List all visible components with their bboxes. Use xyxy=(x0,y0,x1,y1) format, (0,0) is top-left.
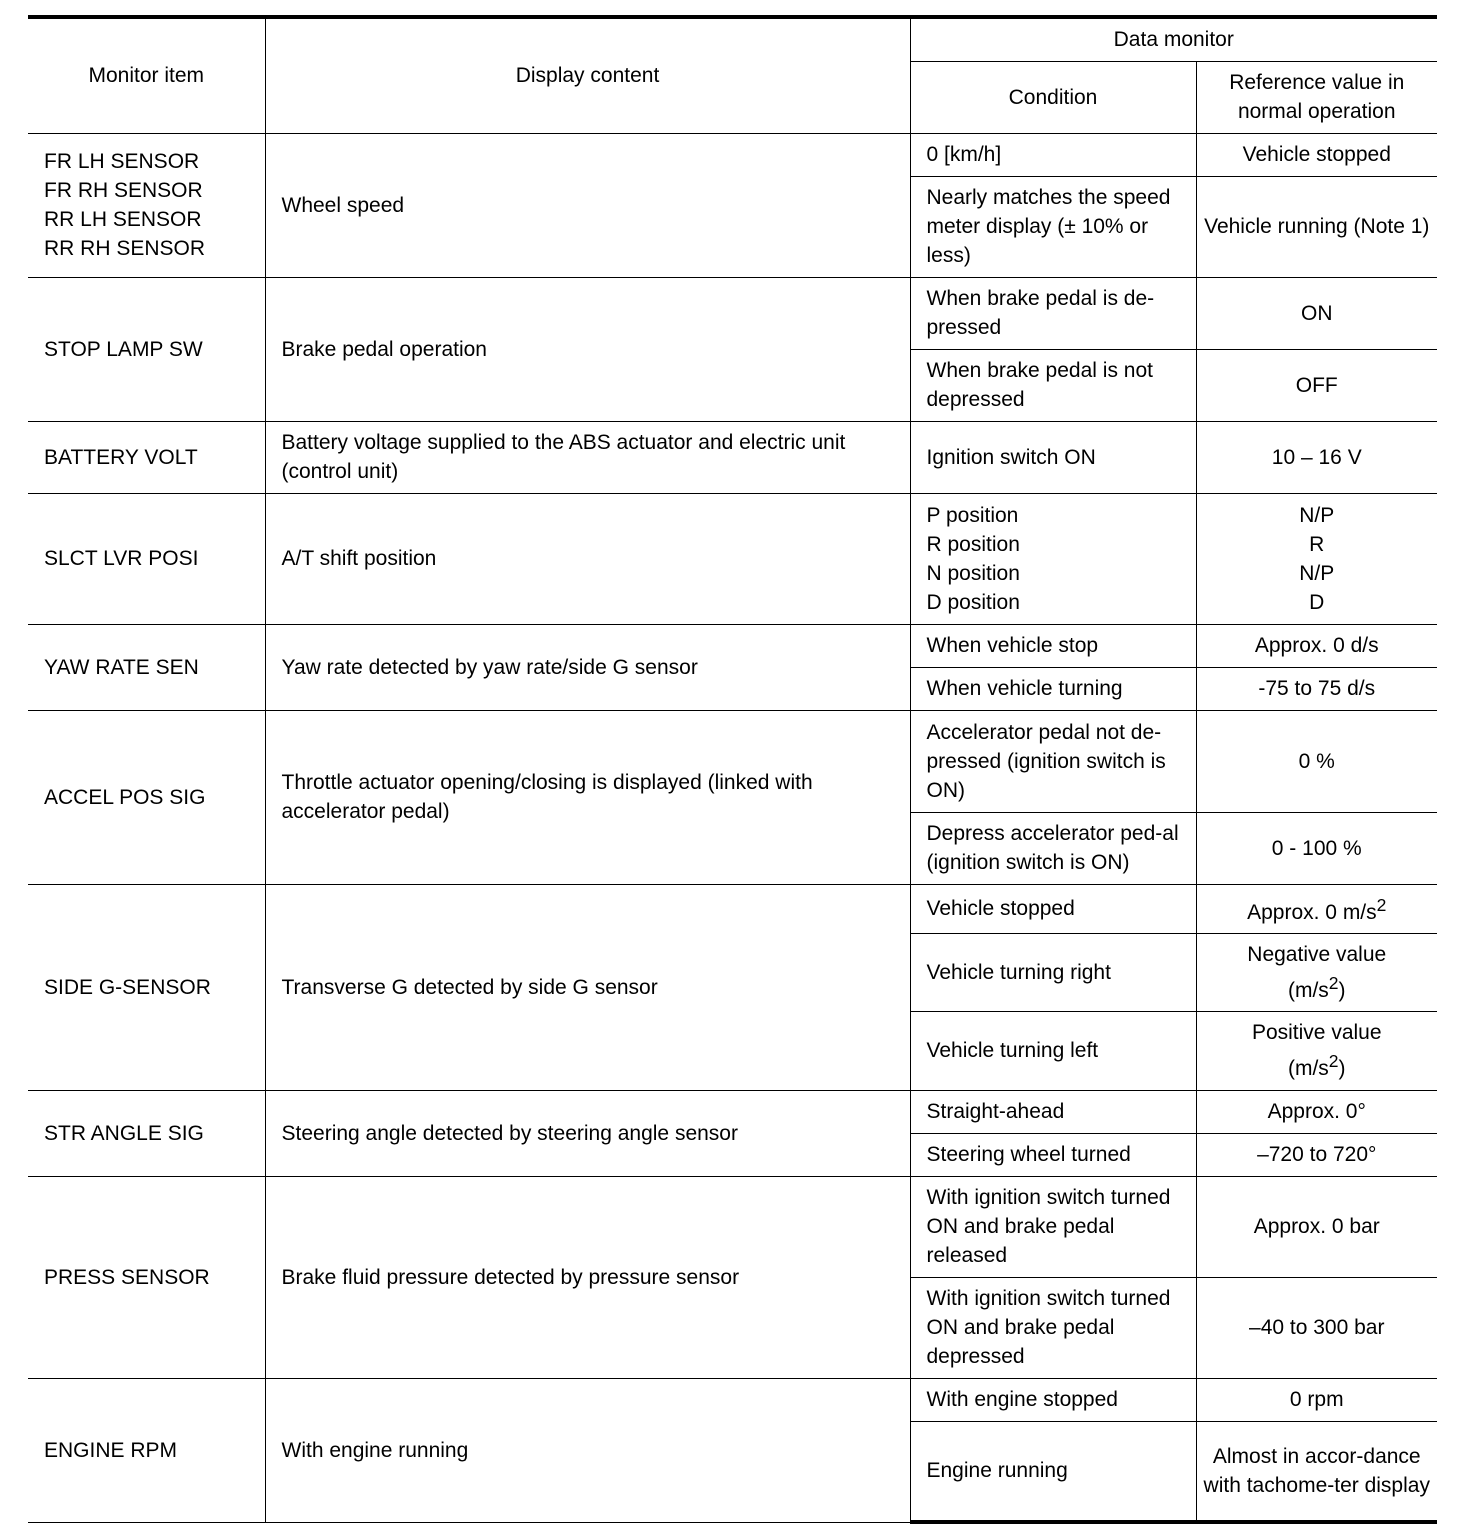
condition xyxy=(910,493,1196,624)
monitor-item: FR RH SENSOR xyxy=(44,179,203,202)
display-content: Wheel speed xyxy=(265,133,910,277)
reference-value: -75 to 75 d/s xyxy=(1196,667,1437,710)
header-display-content: Display content xyxy=(265,17,910,133)
header-condition: Condition xyxy=(910,61,1196,133)
display-content: A/T shift position xyxy=(265,493,910,624)
monitor-item: PRESS SENSOR xyxy=(28,1176,265,1378)
condition: Vehicle turning right xyxy=(910,933,1196,1011)
condition: Vehicle stopped xyxy=(910,884,1196,933)
reference-value-text: Approx. 0 m/s xyxy=(1247,900,1377,924)
condition: With ignition switch turned ON and brake pedal released xyxy=(910,1176,1196,1277)
condition: Depress accelerator ped-al (ignition switch is ON) xyxy=(910,812,1196,884)
reference-value-unit: (m/s xyxy=(1287,978,1329,1002)
reference-value: OFF xyxy=(1196,349,1437,421)
reference-value xyxy=(1196,1011,1437,1090)
condition: When brake pedal is de-pressed xyxy=(910,277,1196,349)
monitor-item-cell xyxy=(28,133,265,277)
reference-value-unit-end: ) xyxy=(1338,1057,1346,1080)
header-data-monitor: Data monitor xyxy=(910,17,1437,61)
reference-value xyxy=(1196,493,1437,624)
monitor-item: RR RH SENSOR xyxy=(44,237,206,260)
reference-value: 0 rpm xyxy=(1196,1378,1437,1421)
display-content: Battery voltage supplied to the ABS actuator and electric unit (control unit) xyxy=(265,421,910,493)
monitor-item: SIDE G-SENSOR xyxy=(28,884,265,1090)
reference-value: Almost in accor-dance with tachome-ter display xyxy=(1196,1421,1437,1522)
monitor-item: BATTERY VOLT xyxy=(28,421,265,493)
condition: Steering wheel turned xyxy=(910,1133,1196,1176)
monitor-item: STR ANGLE SIG xyxy=(28,1090,265,1176)
display-content: With engine running xyxy=(265,1378,910,1522)
reference-value: –40 to 300 bar xyxy=(1196,1277,1437,1378)
superscript: 2 xyxy=(1328,972,1339,993)
condition: Nearly matches the speed meter display (± 10% or less) xyxy=(910,176,1196,277)
display-content: Yaw rate detected by yaw rate/side G sensor xyxy=(265,624,910,710)
superscript: 2 xyxy=(1328,1051,1339,1071)
condition-line: D position xyxy=(926,590,1020,614)
condition: Ignition switch ON xyxy=(910,421,1196,493)
monitor-item: SLCT LVR POSI xyxy=(28,493,265,624)
reference-value-text: Negative value xyxy=(1247,942,1387,966)
condition: Vehicle turning left xyxy=(910,1011,1196,1090)
display-content: Steering angle detected by steering angle sensor xyxy=(265,1090,910,1176)
data-monitor-table xyxy=(28,15,1437,1524)
display-content: Throttle actuator opening/closing is displayed (linked with accelerator pedal) xyxy=(265,710,910,884)
condition: When brake pedal is not depressed xyxy=(910,349,1196,421)
reference-value xyxy=(1196,933,1437,1011)
reference-value-line: N/P xyxy=(1299,561,1335,585)
condition: Straight-ahead xyxy=(910,1090,1196,1133)
reference-value: Approx. 0 d/s xyxy=(1196,624,1437,667)
condition: Accelerator pedal not de-pressed (ignition switch is ON) xyxy=(910,710,1196,812)
reference-value-line: N/P xyxy=(1299,503,1335,527)
reference-value: 10 – 16 V xyxy=(1196,421,1437,493)
condition: With engine stopped xyxy=(910,1378,1196,1421)
reference-value: Approx. 0° xyxy=(1196,1090,1437,1133)
condition: When vehicle stop xyxy=(910,624,1196,667)
display-content: Transverse G detected by side G sensor xyxy=(265,884,910,1090)
reference-value-unit: (m/s xyxy=(1287,1057,1329,1080)
monitor-item: YAW RATE SEN xyxy=(28,624,265,710)
monitor-item: ENGINE RPM xyxy=(28,1378,265,1522)
display-content: Brake fluid pressure detected by pressure sensor xyxy=(265,1176,910,1378)
reference-value: Approx. 0 bar xyxy=(1196,1176,1437,1277)
header-monitor-item: Monitor item xyxy=(28,17,265,133)
reference-value: 0 - 100 % xyxy=(1196,812,1437,884)
condition: When vehicle turning xyxy=(910,667,1196,710)
superscript: 2 xyxy=(1376,894,1387,915)
monitor-item: RR LH SENSOR xyxy=(44,208,202,231)
reference-value: Vehicle stopped xyxy=(1196,133,1437,176)
reference-value-line: R xyxy=(1309,532,1325,556)
reference-value xyxy=(1196,884,1437,933)
monitor-item: STOP LAMP SW xyxy=(28,277,265,421)
reference-value: ON xyxy=(1196,277,1437,349)
condition-line: N position xyxy=(926,561,1020,585)
condition: With ignition switch turned ON and brake pedal depressed xyxy=(910,1277,1196,1378)
condition-line: R position xyxy=(926,532,1020,556)
condition: Engine running xyxy=(910,1421,1196,1522)
reference-value: Vehicle running (Note 1) xyxy=(1196,176,1437,277)
header-reference-value: Reference value in normal operation xyxy=(1196,61,1437,133)
condition: 0 [km/h] xyxy=(910,133,1196,176)
reference-value: –720 to 720° xyxy=(1196,1133,1437,1176)
reference-value-unit-end: ) xyxy=(1338,978,1346,1002)
monitor-item: FR LH SENSOR xyxy=(44,150,200,173)
condition-line: P position xyxy=(926,503,1019,527)
reference-value-text: Positive value xyxy=(1251,1021,1382,1044)
reference-value: 0 % xyxy=(1196,710,1437,812)
display-content: Brake pedal operation xyxy=(265,277,910,421)
monitor-item: ACCEL POS SIG xyxy=(28,710,265,884)
reference-value-line: D xyxy=(1309,590,1325,614)
